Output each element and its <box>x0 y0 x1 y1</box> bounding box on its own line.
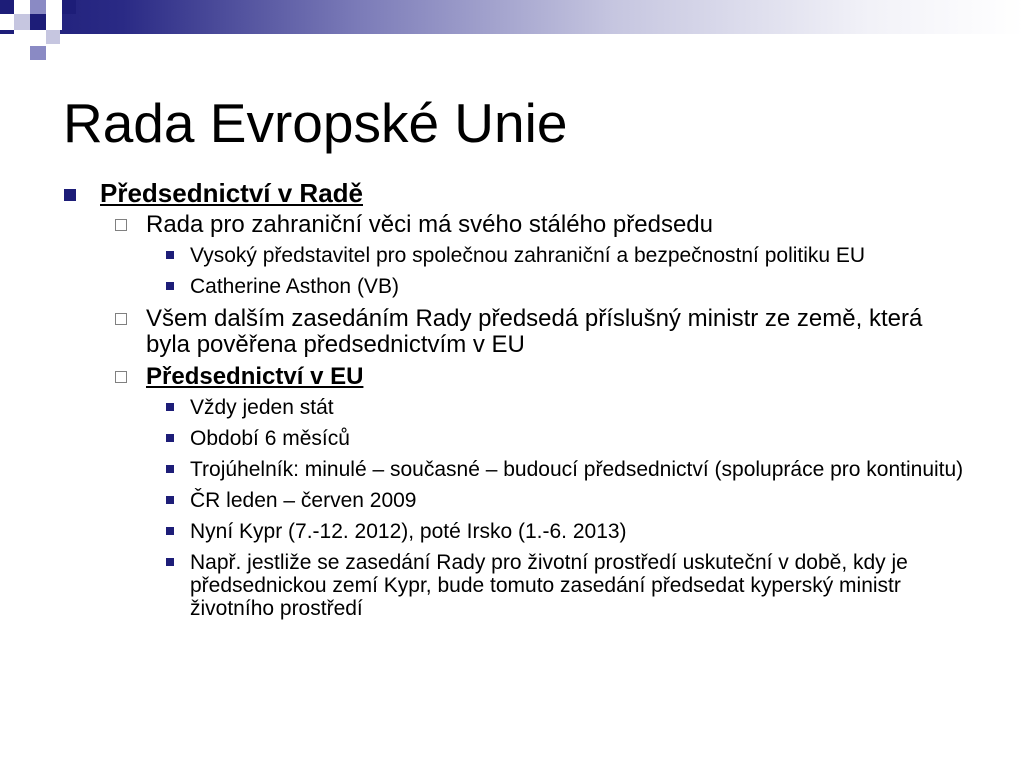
heading-item <box>0 178 1024 208</box>
sub-list-item <box>0 244 1024 267</box>
sub-list-item <box>0 275 1024 298</box>
square-bullet-icon <box>166 496 174 504</box>
sub-list-item-text: Vždy jeden stát <box>190 396 334 419</box>
sub-list-item-text: Catherine Asthon (VB) <box>190 275 399 298</box>
sub-list-item <box>0 551 1024 620</box>
sub-list-item <box>0 520 1024 543</box>
list-item <box>0 364 1024 390</box>
hollow-square-bullet-icon <box>115 371 127 383</box>
square-bullet-icon <box>166 403 174 411</box>
heading-text: Předsednictví v Radě <box>100 178 363 208</box>
hollow-square-bullet-icon <box>115 219 127 231</box>
list-item-text: Všem dalším zasedáním Rady předsedá příslušný ministr ze země, která byla pověřena předsednictvím v EU <box>146 305 923 358</box>
corner-squares-decoration <box>0 0 80 62</box>
sub-list-item <box>0 427 1024 450</box>
sub-list-item <box>0 489 1024 512</box>
list-item <box>0 212 1024 238</box>
square-bullet-icon <box>166 465 174 473</box>
slide-body <box>0 178 1024 628</box>
bullet-list <box>0 178 1024 620</box>
square-bullet-icon <box>166 558 174 566</box>
sub-list-item-text: Nyní Kypr (7.-12. 2012), poté Irsko (1.-6. 2013) <box>190 520 627 543</box>
hollow-square-bullet-icon <box>115 313 127 325</box>
square-bullet-icon <box>166 282 174 290</box>
sub-list-item-text: ČR leden – červen 2009 <box>190 489 417 512</box>
sub-list-item-text: Např. jestliže se zasedání Rady pro životní prostředí uskuteční v době, kdy je předsednickou zemí Kypr, bude tomuto zasedání předsedat kyperský ministr životního prostředí <box>190 551 908 620</box>
square-bullet-icon <box>166 434 174 442</box>
square-bullet-icon <box>64 189 76 201</box>
sub-list-item-text: Období 6 měsíců <box>190 427 350 450</box>
list-item-text: Předsednictví v EU <box>146 363 364 390</box>
slide-title: Rada Evropské Unie <box>63 92 568 154</box>
square-bullet-icon <box>166 251 174 259</box>
sub-list-item <box>0 396 1024 419</box>
list-item-text: Rada pro zahraniční věci má svého stálého předsedu <box>146 211 713 238</box>
square-bullet-icon <box>166 527 174 535</box>
sub-list-item-text: Vysoký představitel pro společnou zahraniční a bezpečnostní politiku EU <box>190 244 866 267</box>
header-decoration-bar <box>0 0 1024 34</box>
sub-list-item-text: Trojúhelník: minulé – současné – budoucí předsednictví (spolupráce pro kontinuitu) <box>190 458 964 481</box>
sub-list-item <box>0 458 1024 481</box>
list-item <box>0 306 1024 358</box>
